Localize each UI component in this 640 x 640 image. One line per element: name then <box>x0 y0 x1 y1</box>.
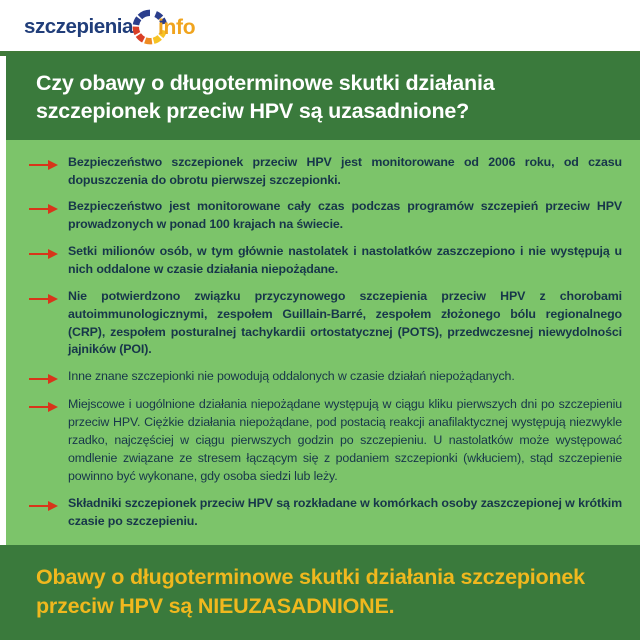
list-item-text: Składniki szczepionek przeciw HPV są rozkładane w komórkach osoby zaszczepionej w krótkim czasie po szczepieniu. <box>68 495 622 528</box>
facts-list <box>28 154 622 531</box>
logo-bar <box>0 0 640 53</box>
list-item-text: Setki milionów osób, w tym głównie nastolatek i nastolatków zaszczepiono i nie występują u nich oddalone w czasie działania niepożądane. <box>68 244 622 277</box>
page-title: Czy obawy o długoterminowe skutki działania szczepionek przeciw HPV są uzasadnione? <box>36 71 495 124</box>
arrow-bullet-icon <box>28 291 60 307</box>
arrow-bullet-icon <box>28 157 60 173</box>
body-panel <box>6 140 640 545</box>
list-item <box>28 154 622 190</box>
arrow-bullet-icon <box>28 201 60 217</box>
logo-wordmark: szczepienia <box>24 15 133 39</box>
list-item-text: Miejscowe i uogólnione działania niepożądane występują w ciągu kliku pierwszych dni po szczepieniu przeciw HPV. Ciężkie działania niepożądane, pod postacią reakcji anafilaktycznej występują niezwykle rzadko, najczęściej w ciągu pierwszych godzin po szczepieniu. U nastolatków może występować omdlenie związane ze stresem łączącym się z podaniem szczepionki (wkłuciem), stąd szczepienie powinno być wykonane, gdy osoba siedzi lub leży. <box>68 397 622 483</box>
list-item-text: Nie potwierdzono związku przyczynowego szczepienia przeciw HPV z chorobami autoimmunologicznymi, zespołem Guillain-Barré, zespołem złożonego bólu regionalnego (CRP), zespołem posturalnej tachykardii ortostatycznej (POTS), przedwczesnej niewydolności jajników (POI). <box>68 288 622 357</box>
arrow-bullet-icon <box>28 246 60 262</box>
list-item <box>28 288 622 359</box>
list-item <box>28 243 622 279</box>
list-item-text: Bezpieczeństwo szczepionek przeciw HPV jest monitorowane od 2006 roku, od czasu dopuszczenia do obrotu pierwszej szczepionki. <box>68 154 622 187</box>
site-logo[interactable] <box>24 10 195 44</box>
list-item <box>28 368 622 387</box>
arrow-bullet-icon <box>28 371 60 387</box>
header-banner <box>6 53 640 140</box>
logo-info-text: info <box>158 16 196 39</box>
conclusion-text: Obawy o długoterminowe skutki działania szczepionek przeciw HPV są NIEUZASADNIONE. <box>36 565 585 619</box>
footer-banner <box>0 545 640 640</box>
arrow-bullet-icon <box>28 399 60 415</box>
arrow-bullet-icon <box>28 498 60 514</box>
list-item <box>28 396 622 485</box>
list-item-text: Bezpieczeństwo jest monitorowane cały czas podczas programów szczepień przeciw HPV prowadzonych w ponad 100 krajach na świecie. <box>68 199 622 232</box>
list-item-text: Inne znane szczepionki nie powodują oddalonych w czasie działań niepożądanych. <box>68 369 515 384</box>
list-item <box>28 198 622 234</box>
list-item <box>28 495 622 531</box>
